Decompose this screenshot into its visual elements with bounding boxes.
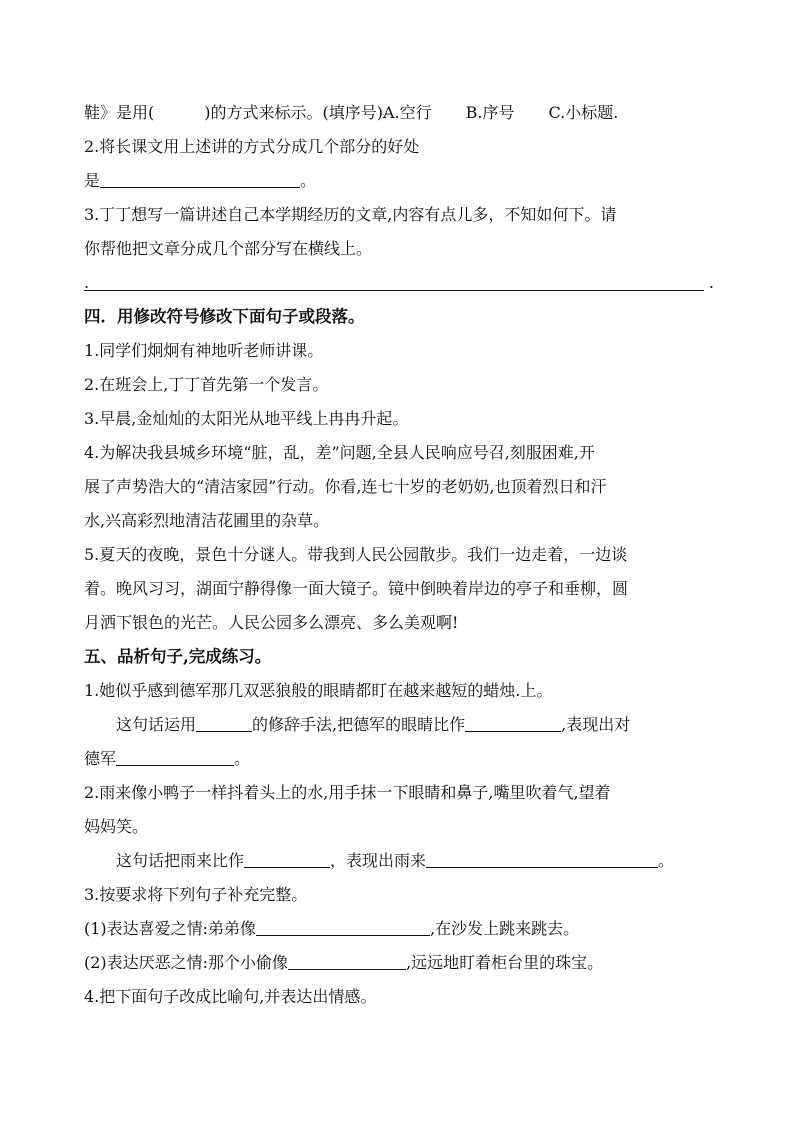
q3-item2-answer: 是 。 <box>84 171 317 190</box>
answer-rule <box>84 290 704 291</box>
answer-blank[interactable] <box>288 951 406 970</box>
q3-line1: 鞋》是用( )的方式来标示。(填序号)A.空行 B.序号 C.小标题. <box>84 103 619 122</box>
s5-q3-s1: (1)表达喜爱之情:弟弟像 ,在沙发上跳来跳去。 <box>84 919 580 938</box>
s5-q2-text1: 2.雨来像小鸭子一样抖着头上的水,用手抹一下眼睛和鼻子,嘴里吹着气,望着 <box>84 783 611 802</box>
worksheet-page <box>84 96 714 1014</box>
s5-q3-s2: (2)表达厌恶之情:那个小偷像 ,远远地盯着柜台里的珠宝。 <box>84 953 604 972</box>
s5-q3-text: 3.按要求将下列句子补充完整。 <box>84 885 308 904</box>
s4-item4-line1: 4.为解决我县城乡环境“脏，乱，差”问题,全县人民响应号召,刻服困难,开 <box>84 443 595 462</box>
s5-q1-fill2: 德军 。 <box>84 749 251 768</box>
s4-item1: 1.同学们炯炯有神地听老师讲课。 <box>84 341 324 360</box>
s5-q2-text2: 妈妈笑。 <box>84 817 149 836</box>
s4-item4-line3: 水,兴高彩烈地清洁花圃里的杂草。 <box>84 511 330 530</box>
s5-q1-text: 1.她似乎感到德军那几双恶狼般的眼睛都盯在越来越短的蜡烛.上。 <box>84 681 553 700</box>
answer-blank[interactable] <box>100 169 300 188</box>
q3-item3-line1: 3.丁丁想写一篇讲述自己本学期经历的文章,内容有点儿多，不知如何下。请 <box>84 205 617 224</box>
s5-q4-text: 4.把下面句子改成比喻句,并表达出情感。 <box>84 987 377 1006</box>
section5-heading: 五、品析句子,完成练习。 <box>84 647 272 666</box>
q3-item3-line2: 你帮他把文章分成几个部分写在横线上。 <box>84 239 373 258</box>
answer-blank[interactable] <box>465 713 561 732</box>
s4-item3: 3.早晨,金灿灿的太阳光从地平线上冉冉升起。 <box>84 409 409 428</box>
answer-blank[interactable] <box>244 849 330 868</box>
answer-blank[interactable] <box>256 917 430 936</box>
s4-item5-line3: 月洒下银色的光芒。人民公园多么漂亮、多么美观啊! <box>84 613 459 632</box>
answer-blank[interactable] <box>116 747 234 766</box>
s5-q2-fill: 这句话把雨来比作 ，表现出雨来 。 <box>116 851 675 870</box>
s5-q1-fill: 这句话运用 的修辞手法,把德军的眼睛比作 ,表现出对 <box>116 715 631 734</box>
section4-heading: 四．用修改符号修改下面句子或段落。 <box>84 307 365 326</box>
q3-item3-answer-line[interactable]: . . <box>84 273 714 292</box>
s4-item2: 2.在班会上,丁丁首先第一个发言。 <box>84 375 329 394</box>
s4-item4-line2: 展了声势浩大的“清洁家园”行动。你看,连七十岁的老奶奶,也顶着烈日和汗 <box>84 477 607 496</box>
q3-item2: 2.将长课文用上述讲的方式分成几个部分的好处 <box>84 137 420 156</box>
answer-blank[interactable] <box>196 713 252 732</box>
s4-item5-line1: 5.夏天的夜晚，景色十分谜人。带我到人民公园散步。我们一边走着，一边谈 <box>84 545 628 564</box>
s4-item5-line2: 着。晚风习习，湖面宁静得像一面大镜子。镜中倒映着岸边的亭子和垂柳，圆 <box>84 579 629 598</box>
answer-blank[interactable] <box>426 849 658 868</box>
